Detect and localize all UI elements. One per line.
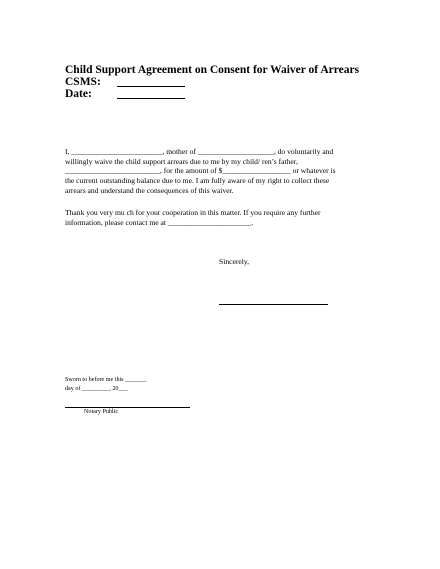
csms-label: CSMS: bbox=[65, 76, 101, 88]
waiver-paragraph-line: willingly waive the child support arrears due to me by my child/ ren’s father, bbox=[65, 156, 298, 166]
waiver-paragraph-line: arrears and understand the consequences of this waiver. bbox=[65, 185, 234, 195]
sworn-statement-line: day of _________, 20___ bbox=[65, 385, 128, 392]
waiver-paragraph-line: _________________________, for the amount of $__________________ or whatever is bbox=[65, 166, 336, 176]
date-label: Date: bbox=[65, 88, 92, 100]
notary-public-label: Notary Public bbox=[84, 409, 119, 415]
thank-you-paragraph-line: Thank you very mu ch for your cooperation in this matter. If you require any further bbox=[65, 208, 321, 217]
sworn-statement bbox=[65, 376, 146, 393]
sworn-statement-line: Sworn to before me this _______ bbox=[65, 377, 147, 383]
closing-salutation: Sincerely, bbox=[219, 257, 250, 266]
thank-you-paragraph bbox=[65, 208, 365, 227]
thank-you-paragraph-line: information, please contact me at ______________________. bbox=[65, 217, 254, 227]
signature-line bbox=[219, 304, 328, 305]
csms-blank-line bbox=[117, 86, 185, 87]
waiver-paragraph bbox=[65, 147, 365, 196]
document-title: Child Support Agreement on Consent for Waiver of Arrears bbox=[65, 64, 360, 76]
waiver-paragraph-line: I, ________________________, mother of ____________________, do voluntarily and bbox=[65, 147, 334, 156]
waiver-paragraph-line: the current outstanding balance due to me. I am fully aware of my right to collect these bbox=[65, 176, 330, 186]
date-blank-line bbox=[117, 98, 185, 99]
